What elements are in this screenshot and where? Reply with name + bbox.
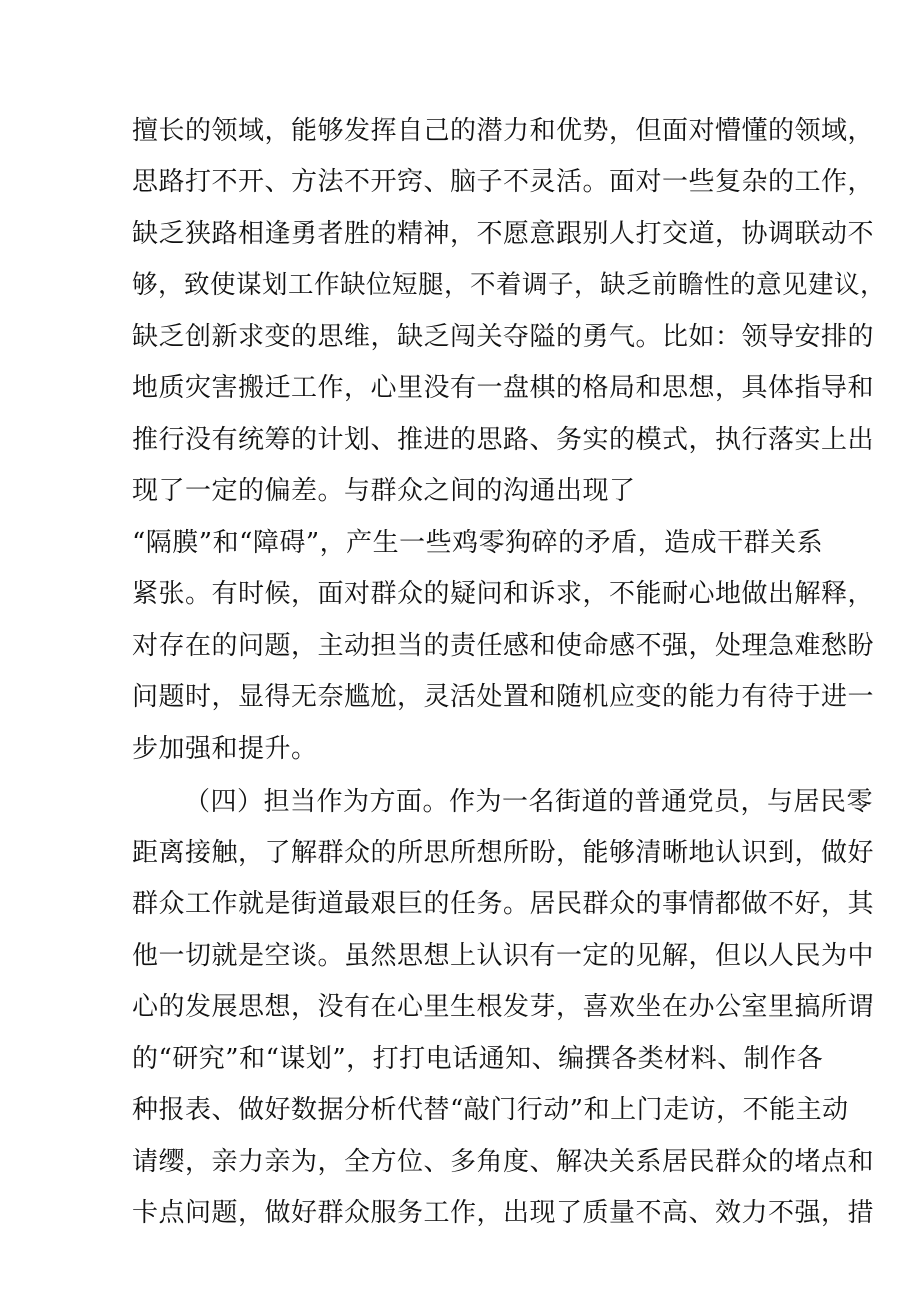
body-text-line: 够，致使谋划工作缺位短腿，不着调子，缺乏前瞻性的意见建议， — [132, 270, 887, 300]
body-text-line: 他一切就是空谈。虽然思想上认识有一定的见解，但以人民为中 — [132, 941, 875, 971]
body-text-line: 缺乏创新求变的思维，缺乏闯关夺隘的勇气。比如：领导安排的 — [132, 322, 875, 352]
body-text-line: 距离接触，了解群众的所思所想所盼，能够清晰地认识到，做好 — [132, 838, 875, 868]
body-text-line: 现了一定的偏差。与群众之间的沟通出现了 — [132, 476, 636, 506]
body-text-line: 推行没有统筹的计划、推进的思路、务实的模式，执行落实上出 — [132, 425, 875, 455]
body-text-line: 紧张。有时候，面对群众的疑问和诉求，不能耐心地做出解释， — [132, 579, 875, 609]
body-text-line: 卡点问题，做好群众服务工作，出现了质量不高、效力不强，措 — [132, 1198, 875, 1228]
body-text-line: 心的发展思想，没有在心里生根发芽，喜欢坐在办公室里搞所谓 — [132, 992, 875, 1022]
body-text-line: 对存在的问题，主动担当的责任感和使命感不强，处理急难愁盼 — [132, 631, 875, 661]
body-text-line: 擅长的领域，能够发挥自己的潜力和优势，但面对懵懂的领域， — [132, 116, 875, 146]
body-text-line: 请缨，亲力亲为，全方位、多角度、解决关系居民群众的堵点和 — [132, 1147, 875, 1177]
body-text-line: 地质灾害搬迁工作，心里没有一盘棋的格局和思想，具体指导和 — [132, 373, 875, 403]
body-text-line: 群众工作就是街道最艰巨的任务。居民群众的事情都做不好，其 — [132, 889, 875, 919]
body-text-line: “隔膜”和“障碍”，产生一些鸡零狗碎的矛盾，造成干群关系 — [132, 528, 824, 558]
section-heading-line: （四）担当作为方面。作为一名街道的普通党员，与居民零 — [184, 787, 874, 817]
body-text-line: 步加强和提升。 — [132, 734, 318, 764]
body-text-line: 种报表、做好数据分析代替“敲门行动”和上门走访，不能主动 — [132, 1095, 849, 1125]
body-text-line: 缺乏狭路相逢勇者胜的精神，不愿意跟别人打交道，协调联动不 — [132, 219, 875, 249]
body-text-line: 问题时，显得无奈尴尬，灵活处置和随机应变的能力有待于进一 — [132, 682, 875, 712]
body-text-line: 的“研究”和“谋划”，打打电话通知、编撰各类材料、制作各 — [132, 1044, 824, 1074]
body-text-line: 思路打不开、方法不开窍、脑子不灵活。面对一些复杂的工作， — [132, 167, 875, 197]
